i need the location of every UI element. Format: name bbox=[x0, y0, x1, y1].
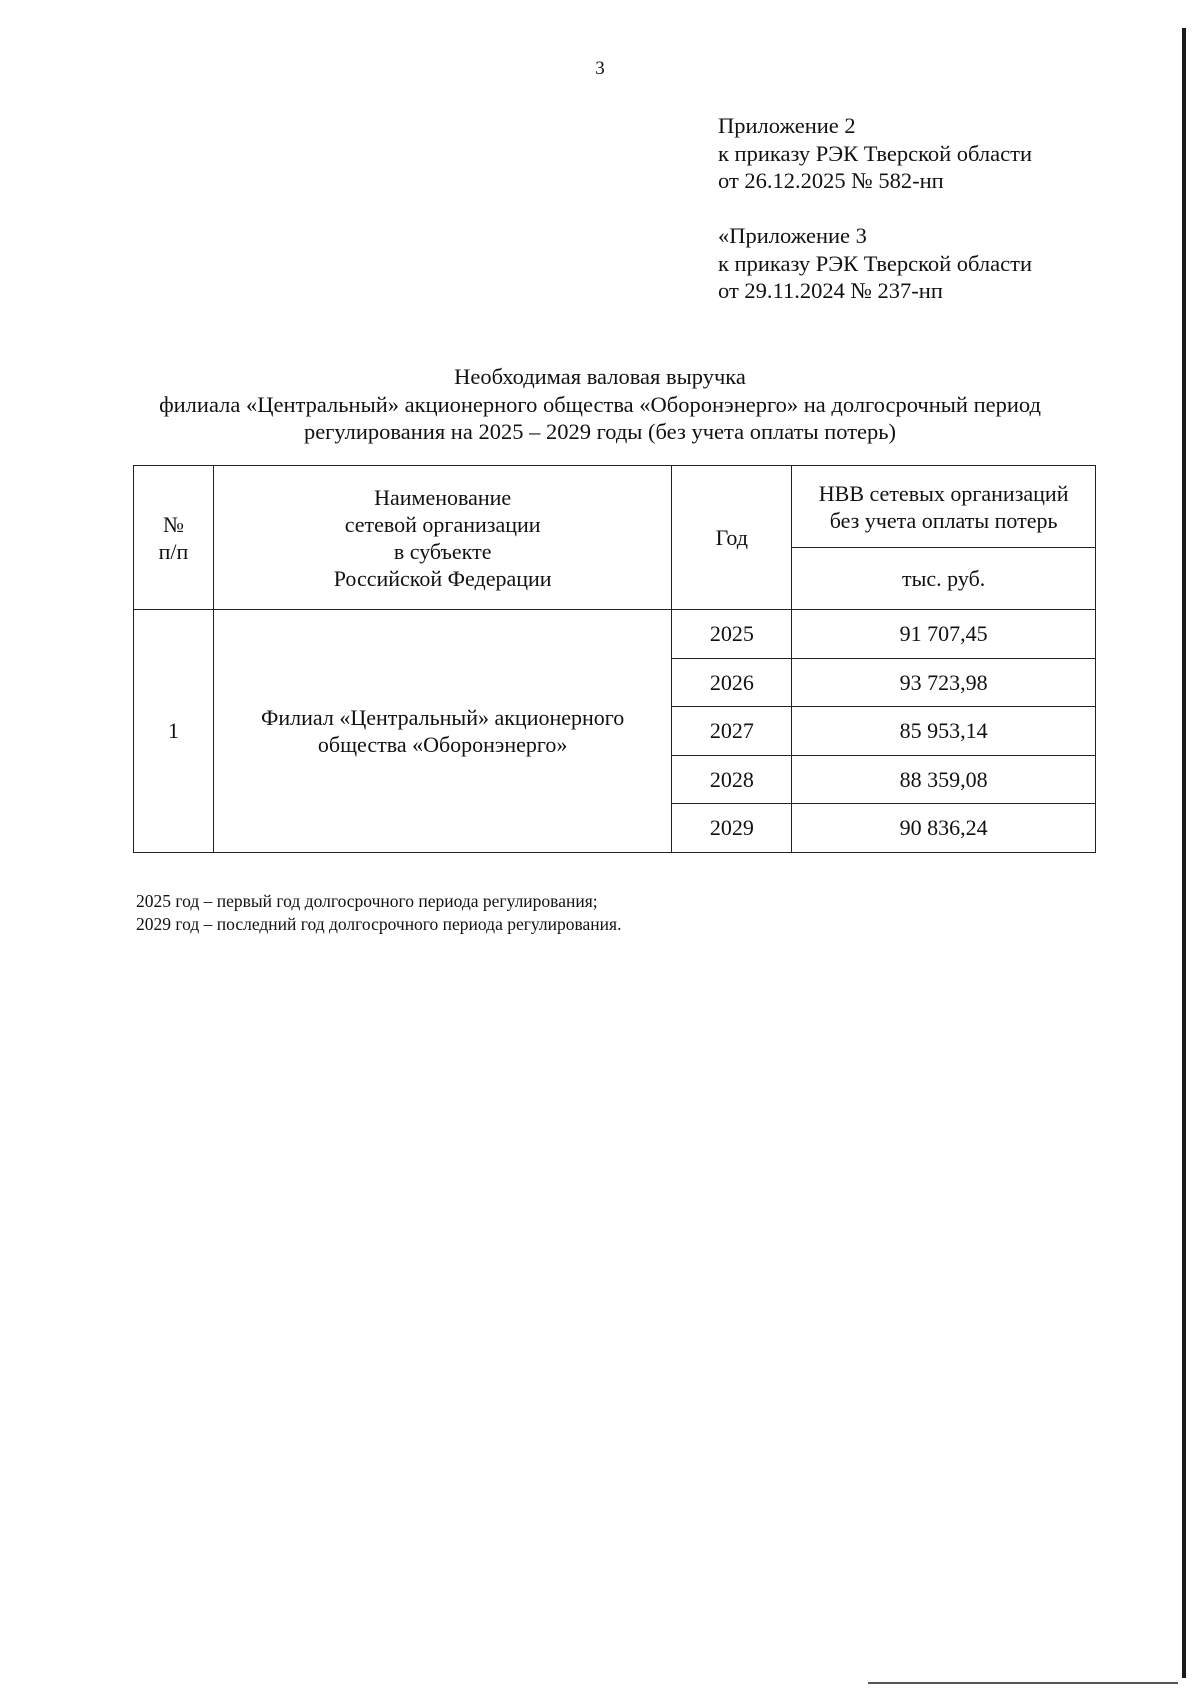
row-value: 90 836,24 bbox=[792, 804, 1096, 853]
appendix-current-title: Приложение 2 bbox=[718, 113, 856, 138]
document-title bbox=[100, 363, 1100, 446]
nvv-table bbox=[133, 465, 1096, 853]
appendix-current-date: от 26.12.2025 № 582-нп bbox=[718, 168, 944, 193]
header-number bbox=[134, 466, 214, 610]
document-title-line-2: филиала «Центральный» акционерного общества «Оборонэнерго» на долгосрочный период bbox=[159, 391, 1041, 417]
row-year: 2028 bbox=[672, 755, 792, 804]
header-org-name-line-1: Наименование bbox=[374, 484, 512, 510]
entry-org-name-line-1: Филиал «Центральный» акционерного bbox=[261, 704, 625, 730]
bottom-rule bbox=[868, 1682, 1178, 1684]
entry-org-name bbox=[213, 610, 671, 853]
table-row bbox=[134, 610, 1096, 659]
header-nvv bbox=[792, 466, 1096, 548]
header-number-sign: № bbox=[162, 511, 184, 537]
note-first-year: 2025 год – первый год долгосрочного периода регулирования; bbox=[136, 891, 598, 911]
header-nvv-line-2: без учета оплаты потерь bbox=[829, 507, 1058, 533]
entry-org-name-line-2: общества «Оборонэнерго» bbox=[317, 731, 568, 757]
appendix-original-title: «Приложение 3 bbox=[718, 223, 867, 248]
appendix-original-block bbox=[718, 222, 1032, 305]
header-unit: тыс. руб. bbox=[792, 548, 1096, 610]
header-number-abbr: п/п bbox=[158, 538, 189, 564]
appendix-original-order: к приказу РЭК Тверской области bbox=[718, 250, 1033, 276]
header-org-name bbox=[213, 466, 671, 610]
row-year: 2026 bbox=[672, 658, 792, 707]
row-year: 2029 bbox=[672, 804, 792, 853]
page-number: 3 bbox=[595, 58, 605, 79]
header-org-name-line-3: в субъекте bbox=[393, 538, 492, 564]
row-value: 85 953,14 bbox=[792, 707, 1096, 756]
row-value: 91 707,45 bbox=[792, 610, 1096, 659]
appendix-current-block bbox=[718, 112, 1032, 195]
header-year: Год bbox=[672, 466, 792, 610]
header-org-name-line-2: сетевой организации bbox=[344, 511, 541, 537]
header-org-name-line-4: Российской Федерации bbox=[333, 565, 552, 591]
note-last-year: 2029 год – последний год долгосрочного периода регулирования. bbox=[136, 914, 622, 934]
document-title-line-3: регулирования на 2025 – 2029 годы (без учета оплаты потерь) bbox=[303, 419, 897, 444]
entry-number: 1 bbox=[134, 610, 214, 853]
scan-edge-mark bbox=[1182, 28, 1186, 1678]
appendix-original-date: от 29.11.2024 № 237-нп bbox=[718, 278, 943, 303]
document-title-line-1: Необходимая валовая выручка bbox=[454, 364, 746, 389]
table-header-row bbox=[134, 466, 1096, 548]
row-year: 2027 bbox=[672, 707, 792, 756]
row-value: 93 723,98 bbox=[792, 658, 1096, 707]
row-value: 88 359,08 bbox=[792, 755, 1096, 804]
row-year: 2025 bbox=[672, 610, 792, 659]
appendix-current-order: к приказу РЭК Тверской области bbox=[718, 140, 1033, 166]
header-nvv-line-1: НВВ сетевых организаций bbox=[818, 480, 1069, 506]
